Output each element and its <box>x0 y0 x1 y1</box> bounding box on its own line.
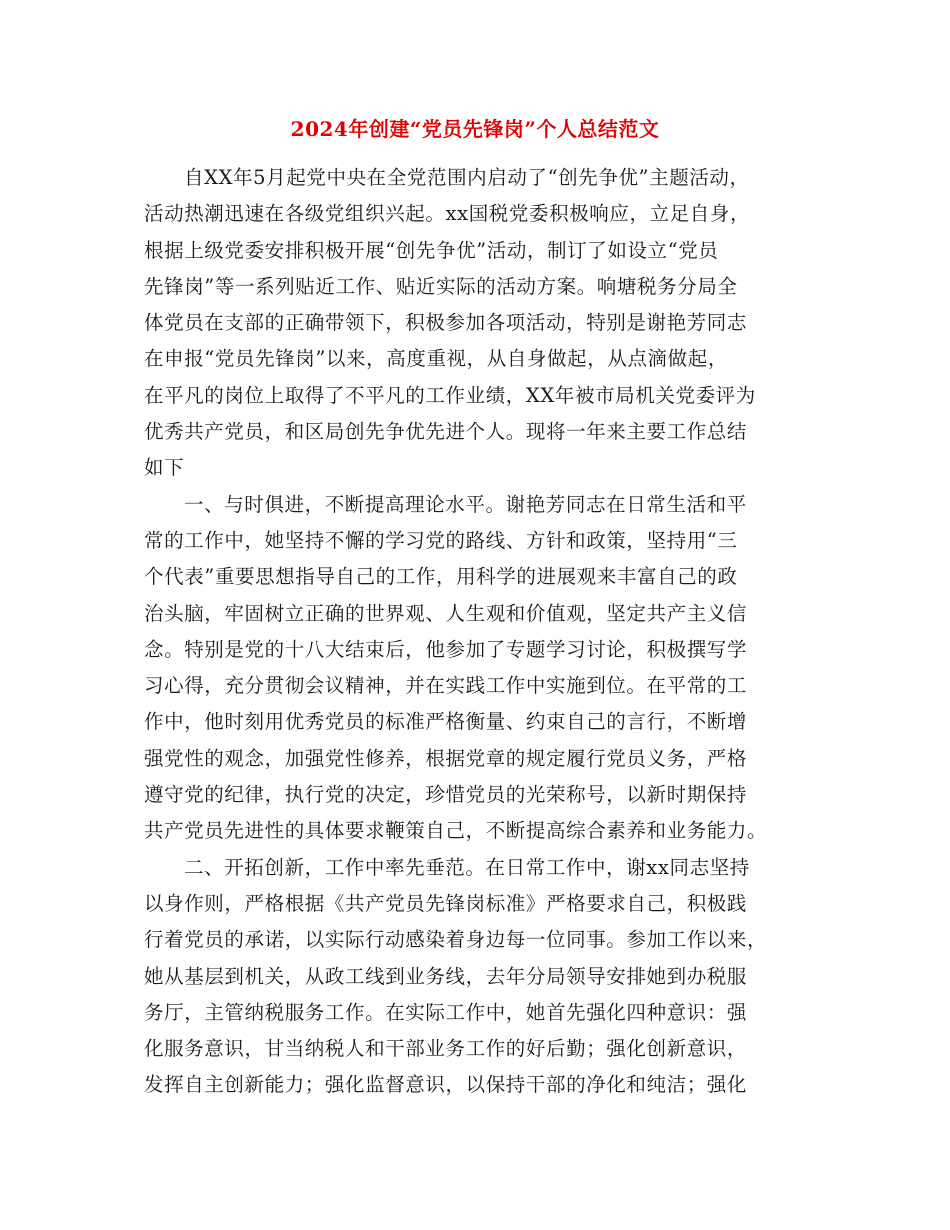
text-line: 自XX年5月起党中央在全党范围内启动了“创先争优”主题活动， <box>184 166 750 189</box>
text-line: 作中，他时刻用优秀党员的标准严格衡量、约束自己的言行，不断增 <box>144 710 748 734</box>
text-line: 化服务意识，甘当纳税人和干部业务工作的好后勤；强化创新意识， <box>144 1037 748 1061</box>
text-line: 习心得，充分贯彻会议精神，并在实践工作中实施到位。在平常的工 <box>144 674 748 698</box>
text-line: 根据上级党委安排积极开展“创先争优”活动，制订了如设立“党员 <box>144 238 719 262</box>
text-line: 治头脑，牢固树立正确的世界观、人生观和价值观，坚定共产主义信 <box>144 601 748 625</box>
text-line: 常的工作中，她坚持不懈的学习党的路线、方针和政策，坚持用“三 <box>144 528 738 552</box>
text-line: 行着党员的承诺，以实际行动感染着身边每一位同事。参加工作以来， <box>144 928 768 952</box>
text-line: 以身作则，严格根据《共产党员先锋岗标准》严格要求自己，积极践 <box>144 891 748 915</box>
text-line: 务厅，主管纳税服务工作。在实际工作中，她首先强化四种意识：强 <box>144 1000 748 1024</box>
text-line: 一、与时俱进，不断提高理论水平。谢艳芳同志在日常生活和平 <box>184 492 747 516</box>
text-line: 共产党员先进性的具体要求鞭策自己，不断提高综合素养和业务能力。 <box>144 819 768 843</box>
text-line: 活动热潮迅速在各级党组织兴起。xx国税党委积极响应，立足自身， <box>144 202 751 226</box>
text-line: 二、开拓创新，工作中率先垂范。在日常工作中，谢xx同志坚持 <box>184 855 750 879</box>
text-line: 个代表”重要思想指导自己的工作，用科学的进展观来丰富自己的政 <box>144 565 738 589</box>
text-line: 在申报“党员先锋岗”以来，高度重视，从自身做起，从点滴做起， <box>144 347 728 371</box>
document-title: 2024年创建“党员先锋岗”个人总结范文 <box>290 117 660 141</box>
text-line: 遵守党的纪律，执行党的决定，珍惜党员的光荣称号，以新时期保持 <box>144 783 748 807</box>
text-line: 念。特别是党的十八大结束后，他参加了专题学习讨论，积极撰写学 <box>144 637 748 661</box>
text-line: 先锋岗”等一系列贴近工作、贴近实际的活动方案。响塘税务分局全 <box>144 274 738 298</box>
text-line: 强党性的观念，加强党性修养，根据党章的规定履行党员义务，严格 <box>144 746 748 770</box>
text-line: 她从基层到机关，从政工线到业务线，去年分局领导安排她到办税服 <box>144 964 748 988</box>
text-line: 发挥自主创新能力；强化监督意识，以保持干部的净化和纯洁；强化 <box>144 1073 748 1097</box>
text-line: 如下 <box>144 456 185 480</box>
text-line: 体党员在支部的正确带领下，积极参加各项活动，特别是谢艳芳同志 <box>144 311 748 335</box>
text-line: 在平凡的岗位上取得了不平凡的工作业绩，XX年被市局机关党委评为 <box>144 383 756 407</box>
document-body <box>144 160 809 1104</box>
text-line: 优秀共产党员，和区局创先争优先进个人。现将一年来主要工作总结 <box>144 420 748 444</box>
